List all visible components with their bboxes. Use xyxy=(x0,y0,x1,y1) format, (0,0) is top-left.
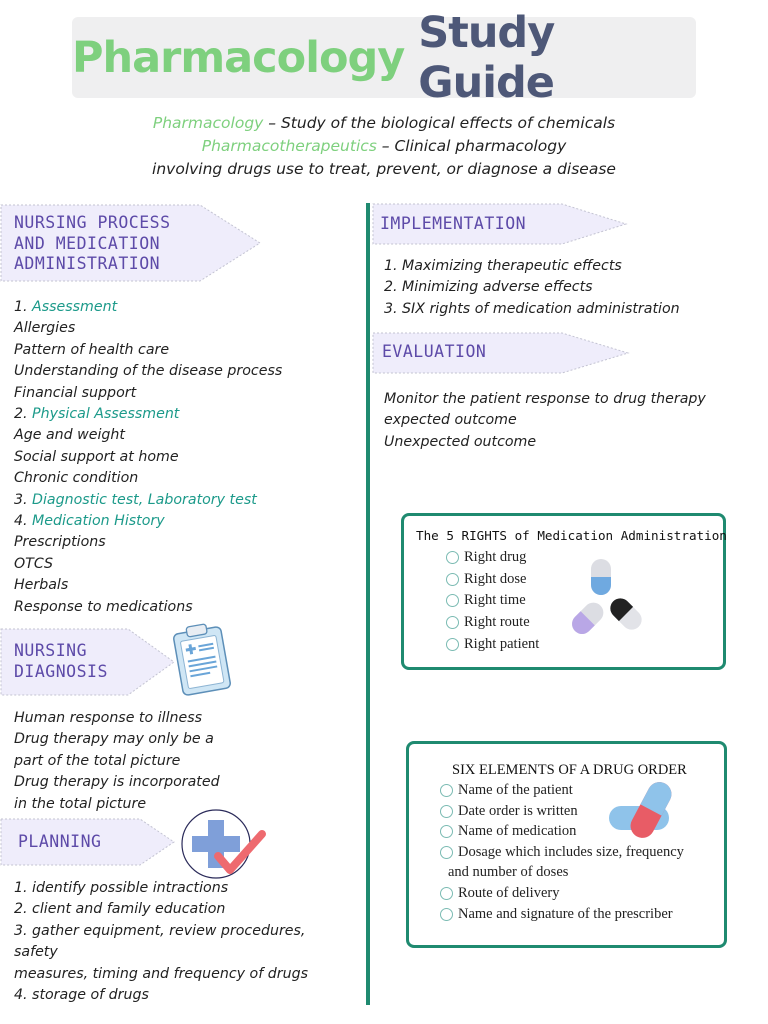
list-item-number: 1. xyxy=(14,299,33,315)
radio-circle xyxy=(446,551,459,564)
intro-line-2 xyxy=(0,135,768,158)
definition-pharmacotherapeutics: – Clinical pharmacology xyxy=(376,137,567,155)
checklist-label: Right dose xyxy=(464,570,527,587)
list-item xyxy=(14,318,282,339)
term-pharmacotherapeutics: Pharmacotherapeutics xyxy=(201,137,377,155)
nursing-process-list xyxy=(14,297,282,618)
radio-circle xyxy=(440,908,453,921)
title-banner xyxy=(72,7,696,108)
radio-circle xyxy=(446,594,459,607)
title-part-2: Study Guide xyxy=(418,7,555,108)
checklist-item xyxy=(440,864,568,881)
planning-list xyxy=(14,878,308,1006)
list-item xyxy=(14,404,282,425)
checklist-item xyxy=(440,803,578,820)
radio-circle xyxy=(440,887,453,900)
list-item xyxy=(14,490,282,511)
banner-title: EVALUATION xyxy=(382,342,487,361)
definition-pharmacology: – Study of the biological effects of chemicals xyxy=(263,114,616,132)
pills-icon xyxy=(564,556,654,646)
banner-planning xyxy=(0,818,176,866)
list-item: Human response to illness xyxy=(14,710,203,726)
checklist-label: Right drug xyxy=(464,549,527,565)
list-item xyxy=(14,511,282,532)
checklist-label: Name of the patient xyxy=(458,782,573,798)
checklist-label: Date order is written xyxy=(458,802,578,819)
card-drug-order xyxy=(406,741,727,948)
checklist-item xyxy=(446,592,526,609)
column-divider xyxy=(366,203,370,1005)
list-item xyxy=(14,468,282,489)
list-item: in the total picture xyxy=(14,795,147,812)
checklist-label: Name of medication xyxy=(458,823,577,840)
checklist-item xyxy=(446,549,526,566)
list-item-text: Understanding of the disease process xyxy=(14,363,283,380)
list-item xyxy=(14,383,282,404)
list-item: 2. client and family education xyxy=(14,901,226,918)
radio-circle xyxy=(440,805,453,818)
banner-evaluation xyxy=(372,332,630,374)
intro-definitions xyxy=(0,112,768,181)
card-five-rights xyxy=(401,513,726,670)
list-item xyxy=(14,554,282,575)
list-item-text: Diagnostic test, Laboratory test xyxy=(32,491,257,508)
list-item: measures, timing and frequency of drugs xyxy=(14,965,308,982)
title-part-1: Pharmacology xyxy=(72,32,405,83)
medical-cross-check-icon xyxy=(180,806,270,882)
banner-nursing-process xyxy=(0,204,262,282)
list-item-text: OTCS xyxy=(14,555,54,572)
list-item: 3. SIX rights of medication administration xyxy=(384,300,680,317)
list-item xyxy=(14,597,282,618)
banner-implementation xyxy=(372,203,628,245)
term-pharmacology: Pharmacology xyxy=(152,114,264,132)
checklist-item xyxy=(446,636,539,653)
list-item xyxy=(14,575,282,596)
list-item-text: Pattern of health care xyxy=(14,341,170,358)
list-item-text: Age and weight xyxy=(14,427,125,444)
list-item xyxy=(14,425,282,446)
list-item: 1. identify possible intractions xyxy=(14,880,229,896)
list-item: 1. Maximizing therapeutic effects xyxy=(384,258,622,274)
list-item: part of the total picture xyxy=(14,752,181,769)
list-item-text: Physical Assessment xyxy=(32,406,180,423)
evaluation-list xyxy=(384,389,706,453)
list-item: Unexpected outcome xyxy=(384,433,537,450)
checklist-item xyxy=(446,614,530,631)
banner-title: PLANNING xyxy=(18,832,102,851)
checklist-item xyxy=(440,906,673,923)
checklist-label: Name and signature of the prescriber xyxy=(458,905,673,922)
list-item-text: Financial support xyxy=(14,384,137,401)
list-item: 3. gather equipment, review procedures, xyxy=(14,922,306,939)
list-item: Drug therapy is incorporated xyxy=(14,774,220,791)
list-item-number: 3. xyxy=(14,491,33,508)
radio-circle xyxy=(440,846,453,859)
card-title: SIX ELEMENTS OF A DRUG ORDER xyxy=(452,762,687,778)
list-item: expected outcome xyxy=(384,412,517,429)
radio-circle xyxy=(440,825,453,838)
list-item-text: Prescriptions xyxy=(14,534,106,551)
checklist-label: Right route xyxy=(464,614,530,631)
banner-title: NURSING PROCESS AND MEDICATION ADMINISTRATION xyxy=(14,213,171,273)
list-item-text: Social support at home xyxy=(14,448,179,465)
checklist-item xyxy=(440,885,559,902)
banner-title: IMPLEMENTATION xyxy=(380,214,527,233)
list-item xyxy=(14,361,282,382)
checklist-item xyxy=(440,823,576,840)
list-item-text: Chronic condition xyxy=(14,470,139,487)
checklist-label: and number of doses xyxy=(448,864,569,881)
checklist-label: Right time xyxy=(464,592,526,609)
list-item: Monitor the patient response to drug therapy xyxy=(384,391,706,407)
list-item xyxy=(14,532,282,553)
list-item-text: Assessment xyxy=(32,299,118,315)
list-item: 2. Minimizing adverse effects xyxy=(384,279,593,296)
checklist-item xyxy=(440,782,573,799)
list-item: Drug therapy may only be a xyxy=(14,731,214,748)
list-item xyxy=(14,297,282,318)
list-item-text: Response to medications xyxy=(14,598,193,615)
card-title: The 5 RIGHTS of Medication Administration xyxy=(416,528,727,543)
radio-circle xyxy=(446,638,459,651)
radio-circle xyxy=(446,616,459,629)
intro-line-1 xyxy=(0,112,768,135)
checklist-label: Dosage which includes size, frequency xyxy=(458,843,684,860)
list-item: 4. storage of drugs xyxy=(14,987,149,1004)
banner-nursing-diagnosis xyxy=(0,628,176,696)
intro-line-3: involving drugs use to treat, prevent, or diagnose a disease xyxy=(152,160,616,178)
list-item-text: Medication History xyxy=(32,513,165,530)
list-item: safety xyxy=(14,944,58,961)
capsule-icon xyxy=(605,782,679,848)
checklist-label: Route of delivery xyxy=(458,885,560,901)
implementation-list xyxy=(384,256,680,320)
radio-circle xyxy=(440,784,453,797)
list-item xyxy=(14,447,282,468)
checklist-label: Right patient xyxy=(464,635,540,652)
list-item-text: Allergies xyxy=(14,320,76,337)
checklist-item xyxy=(446,571,526,588)
list-item-number: 4. xyxy=(14,513,33,530)
radio-circle xyxy=(446,573,459,586)
banner-title: NURSING DIAGNOSIS xyxy=(14,641,108,681)
list-item xyxy=(14,340,282,361)
clipboard-icon xyxy=(172,620,236,696)
nursing-diagnosis-list xyxy=(14,708,220,815)
list-item-number: 2. xyxy=(14,406,33,423)
list-item-text: Herbals xyxy=(14,577,69,594)
